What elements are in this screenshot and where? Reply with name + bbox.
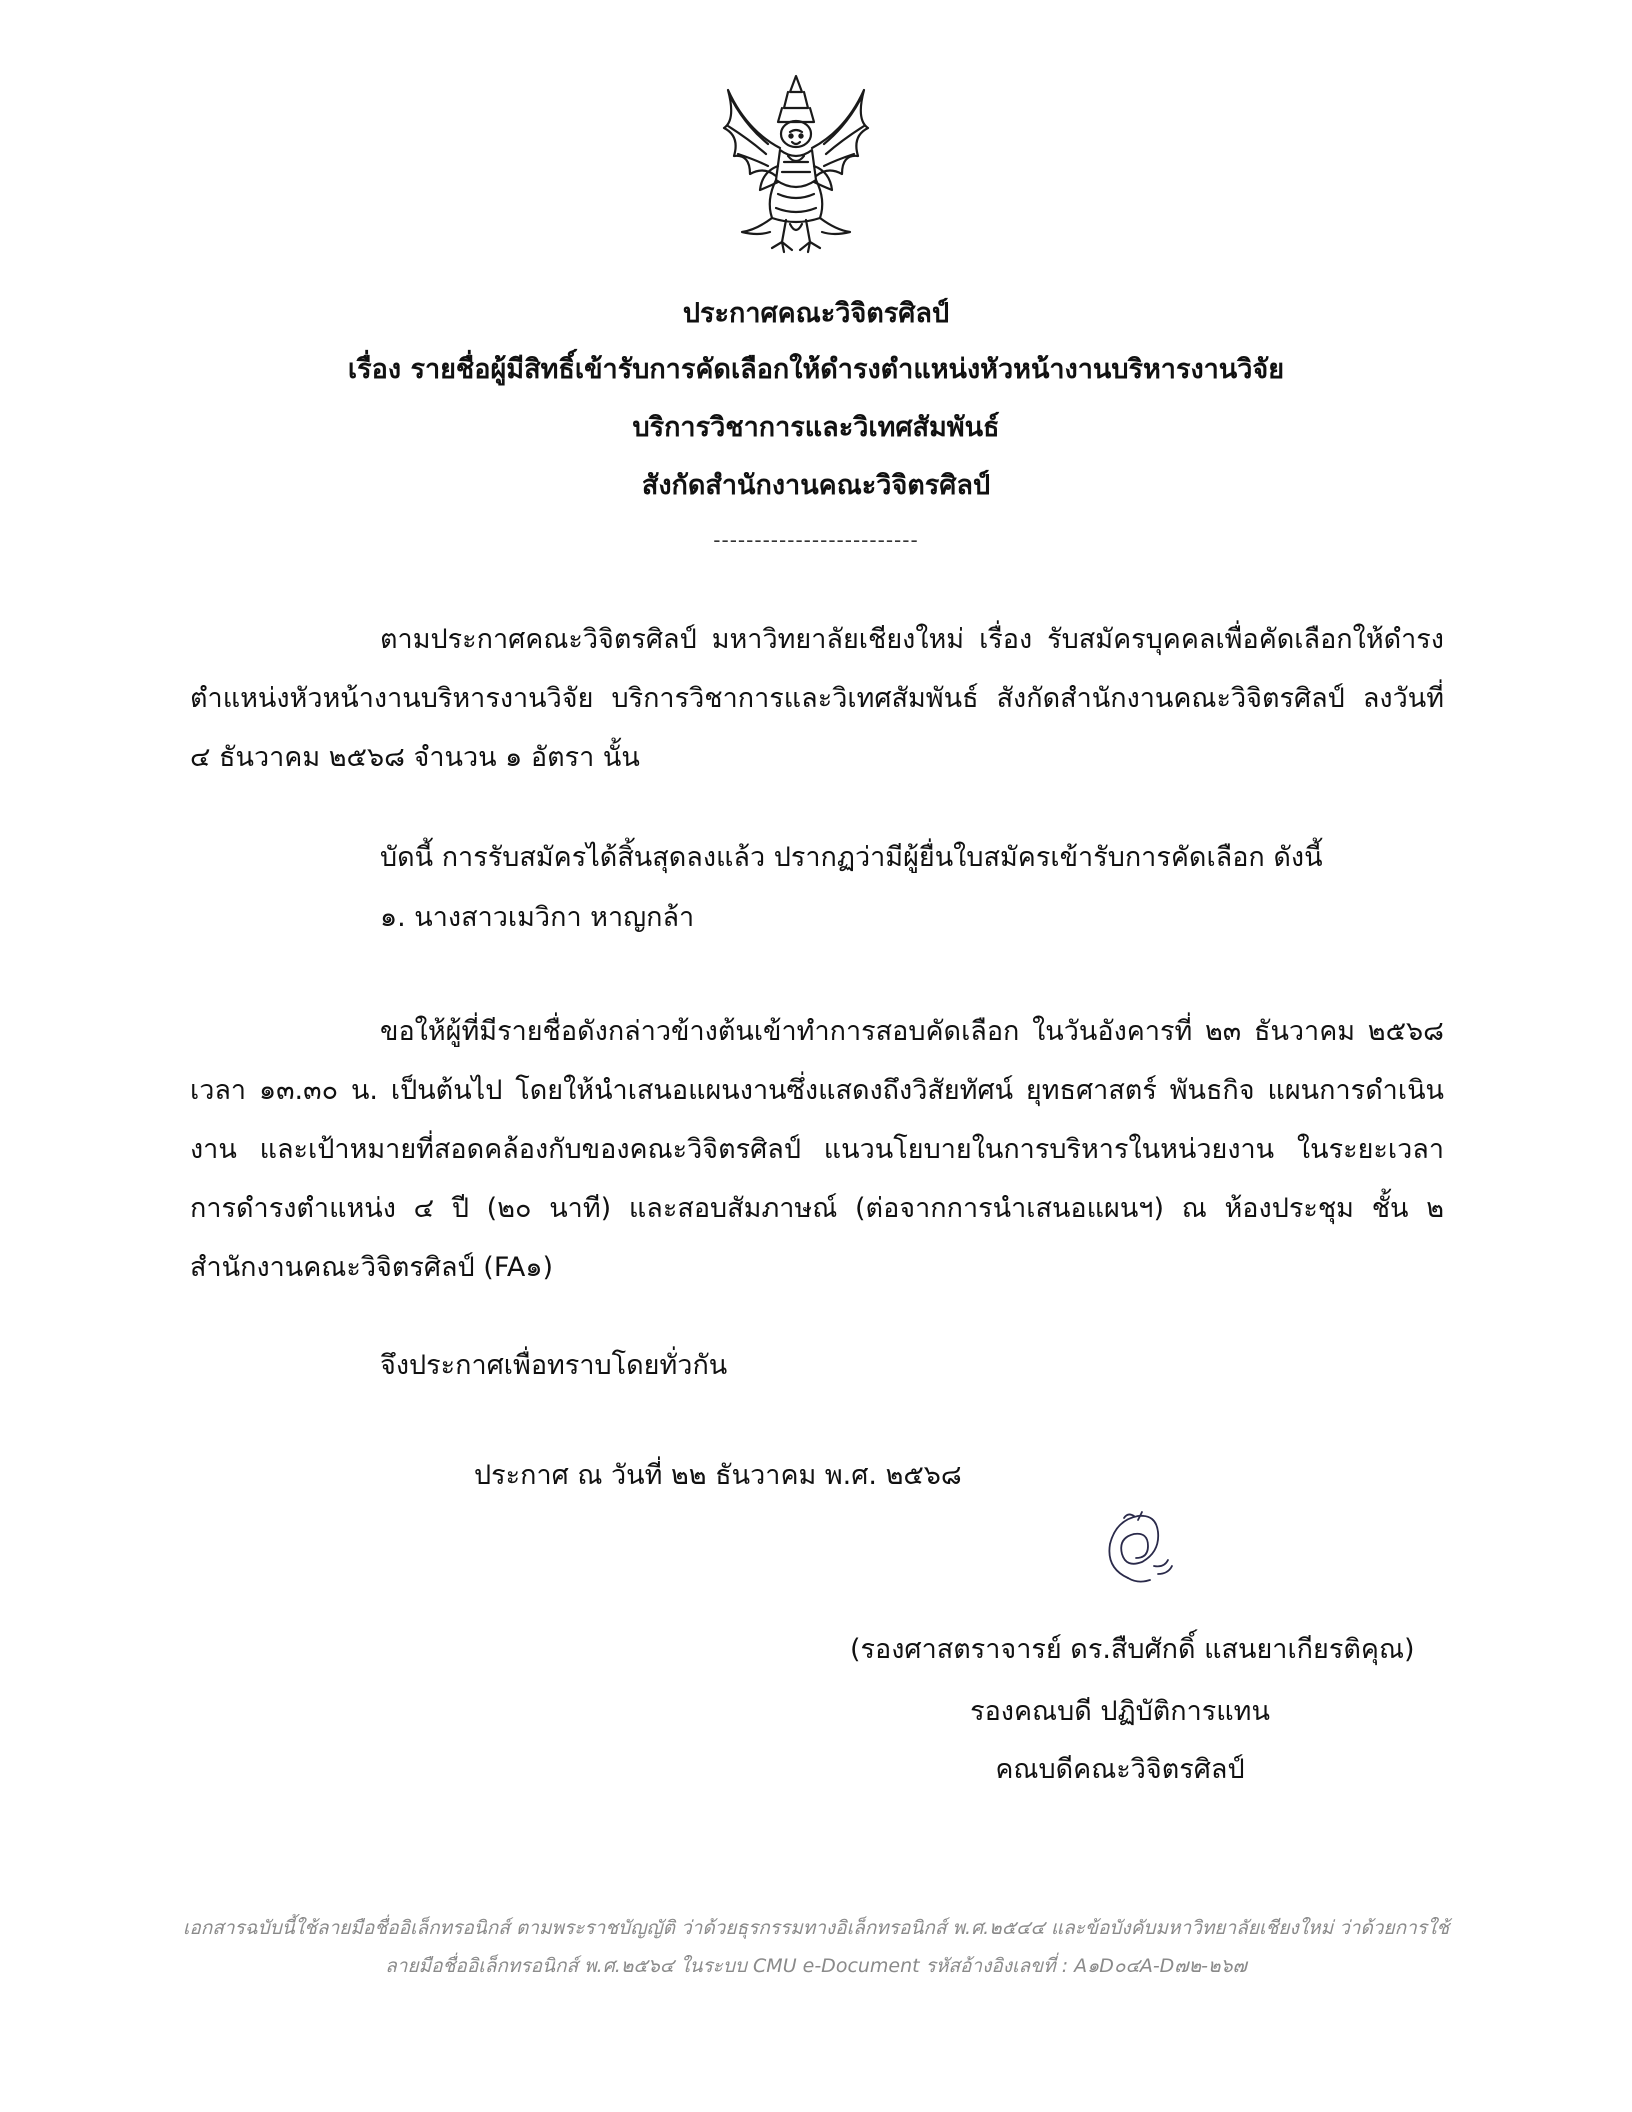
candidate-list-item: ๑. นางสาวเมวิกา หาญกล้า: [380, 902, 695, 933]
e-signature-footer-line-2: ลายมือชื่ออิเล็กทรอนิกส์ พ.ศ.๒๕๖๔ ในระบบ CMU e-Document รหัสอ้างอิงเลขที่ : A๑D๐๔A-D๗๒-๒๖๗: [385, 1955, 1247, 1977]
announcement-subject-line-1: เรื่อง รายชื่อผู้มีสิทธิ์เข้ารับการคัดเลือกให้ดำรงตำแหน่งหัวหน้างานบริหารงานวิจัย: [347, 354, 1285, 385]
announcement-title: ประกาศคณะวิจิตรศิลป์: [682, 298, 950, 329]
announcement-subject-line-2: บริการวิชาการและวิเทศสัมพันธ์: [632, 412, 1000, 443]
e-signature-footer-line-1: เอกสารฉบับนี้ใช้ลายมือชื่ออิเล็กทรอนิกส์ ตามพระราชบัญญัติ ว่าด้วยธุรกรรมทางอิเล็กทรอนิกส์ พ.ศ.๒๕๔๔ และข้อบังคับมหาวิทยาลัยเชียงใหม่ ว่าด้วยการใช้: [182, 1917, 1450, 1939]
garuda-emblem-icon: [706, 70, 886, 260]
signatory-name: (รองศาสตราจารย์ ดร.สืบศักดิ์ แสนยาเกียรติคุณ): [850, 1634, 1415, 1665]
signatory-role-dean: คณบดีคณะวิจิตรศิลป์: [995, 1754, 1245, 1785]
announcement-subject-line-3: สังกัดสำนักงานคณะวิจิตรศิลป์: [641, 470, 991, 501]
body-paragraph-exam-details: ขอให้ผู้ที่มีรายชื่อดังกล่าวข้างต้นเข้าทำการสอบคัดเลือก ในวันอังคารที่ ๒๓ ธันวาคม ๒๕๖๘ เวลา ๑๓.๓๐ น. เป็นต้นไป โดยให้นำเสนอแผนงานซึ่งแสดงถึงวิสัยทัศน์ ยุทธศาสตร์ พันธกิจ แผนการดำเนินงาน และเป้าหมายที่สอดคล้องกับของคณะวิจิตรศิลป์ แนวนโยบายในการบริหารในหน่วยงาน ในระยะเวลาการดำรงตำแหน่ง ๔ ปี (๒๐ นาที) และสอบสัมภาษณ์ (ต่อจากการนำเสนอแผนฯ) ณ ห้องประชุม ชั้น ๒ สำนักงานคณะวิจิตรศิลป์ (FA๑): [190, 1016, 1444, 1283]
signatory-role-acting: รองคณบดี ปฏิบัติการแทน: [970, 1696, 1270, 1727]
announcement-date: ประกาศ ณ วันที่ ๒๒ ธันวาคม พ.ศ. ๒๕๖๘: [474, 1460, 962, 1491]
separator-rule: -------------------------: [713, 528, 919, 552]
closing-statement: จึงประกาศเพื่อทราบโดยทั่วกัน: [380, 1350, 728, 1381]
body-paragraph-status: บัดนี้ การรับสมัครได้สิ้นสุดลงแล้ว ปรากฏว่ามีผู้ยื่นใบสมัครเข้ารับการคัดเลือก ดังนี้: [380, 842, 1323, 873]
body-paragraph-reference: ตามประกาศคณะวิจิตรศิลป์ มหาวิทยาลัยเชียงใหม่ เรื่อง รับสมัครบุคคลเพื่อคัดเลือกให้ดำรงตำแหน่งหัวหน้างานบริหารงานวิจัย บริการวิชาการและวิเทศสัมพันธ์ สังกัดสำนักงานคณะวิจิตรศิลป์ ลงวันที่ ๔ ธันวาคม ๒๕๖๘ จำนวน ๑ อัตรา นั้น: [190, 624, 1444, 773]
signature-mark-icon: [1098, 1508, 1178, 1590]
